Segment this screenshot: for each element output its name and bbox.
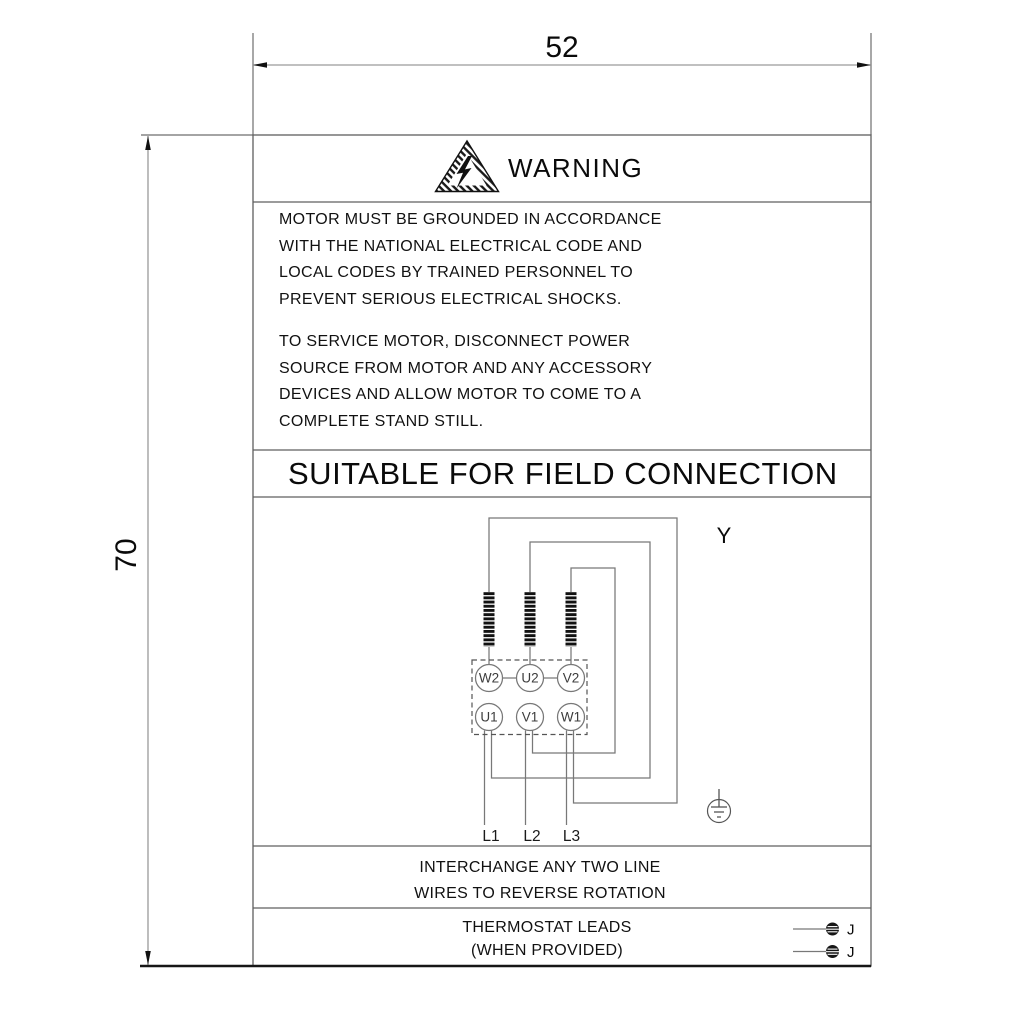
section-title-field-connection: SUITABLE FOR FIELD CONNECTION [288,456,838,491]
electrical-hazard-icon [436,141,499,192]
height-dimension [141,135,253,965]
arrow-right-icon [857,62,871,68]
rotation-note-line: WIRES TO REVERSE ROTATION [414,884,666,902]
line-label-l1: L1 [482,828,500,845]
terminal-label: U2 [521,670,539,686]
width-dimension-value: 52 [545,31,579,64]
motor-windings [484,592,577,647]
ground-icon [708,789,731,823]
arrow-left-icon [253,62,267,68]
terminal-label: W1 [560,709,582,725]
rotation-note-line: INTERCHANGE ANY TWO LINE [419,859,661,876]
line-label-l3: L3 [562,828,581,845]
service-paragraph [279,329,652,435]
body-text-line: PREVENT SERIOUS ELECTRICAL SHOCKS. [279,290,622,308]
warning-title: WARNING [508,153,644,183]
thermostat-subtitle: (WHEN PROVIDED) [470,942,624,959]
lead-label-j2: J [847,944,855,961]
terminal-label: W2 [478,670,500,686]
terminal-label: V1 [521,709,539,725]
lead-label-j1: J [847,921,855,939]
body-text-line: LOCAL CODES BY TRAINED PERSONNEL TO [279,264,633,281]
grounding-paragraph [279,207,662,313]
body-text-line: COMPLETE STAND STILL. [279,412,484,430]
thermostat-note [253,916,841,962]
arrow-down-icon [145,951,151,965]
terminal-label: V2 [562,670,580,686]
body-text-line: MOTOR MUST BE GROUNDED IN ACCORDANCE [279,211,662,228]
winding-coil-icon [484,592,495,647]
star-connection-label: Y [716,523,732,548]
line-labels [482,828,580,845]
body-text-line: WITH THE NATIONAL ELECTRICAL CODE AND [279,237,643,255]
winding-coil-icon [525,592,536,647]
height-dimension-value: 70 [110,538,143,572]
winding-coil-icon [566,592,577,647]
terminal-label: U1 [480,709,498,725]
body-text-line: DEVICES AND ALLOW MOTOR TO COME TO A [279,386,642,403]
line-label-l2: L2 [523,828,541,845]
terminal-labels [479,671,581,725]
body-text-line: SOURCE FROM MOTOR AND ANY ACCESSORY [279,359,653,377]
thermostat-title: THERMOSTAT LEADS [462,919,632,936]
rotation-note [253,855,827,906]
body-text-line: TO SERVICE MOTOR, DISCONNECT POWER [279,333,631,350]
arrow-up-icon [145,136,151,150]
